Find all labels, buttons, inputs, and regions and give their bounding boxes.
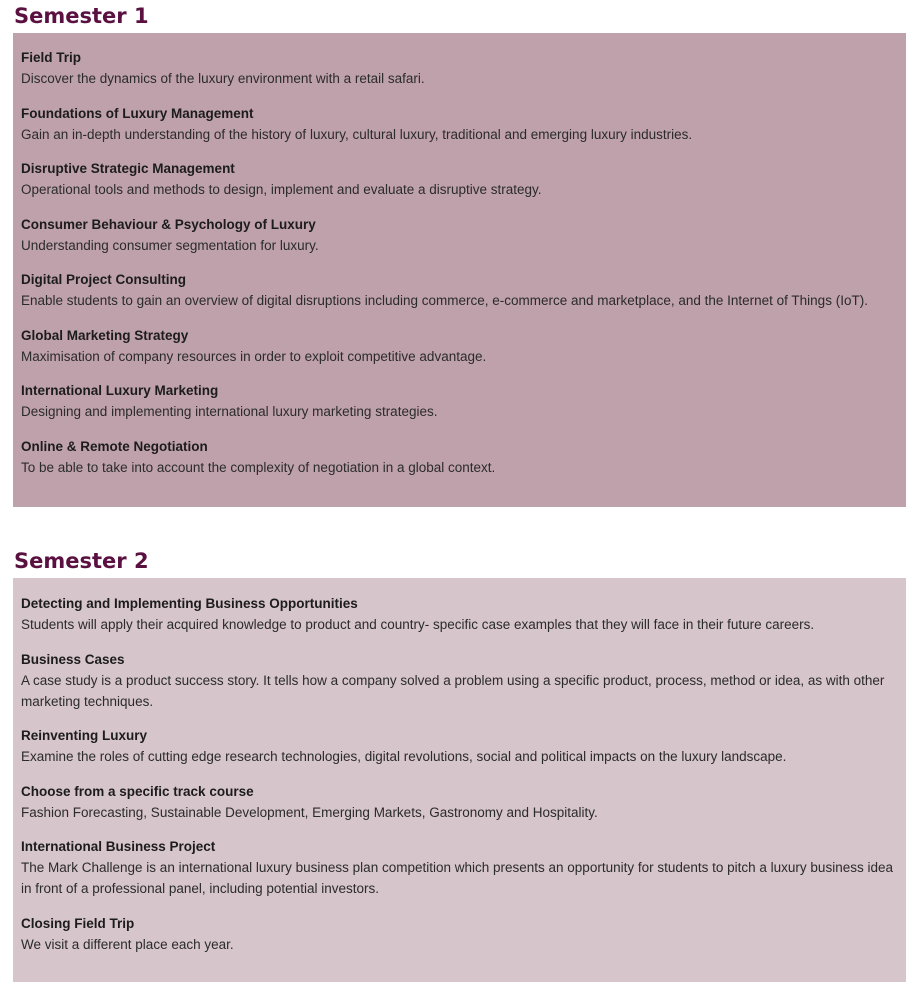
semester-1-course-panel xyxy=(13,33,906,507)
course-item xyxy=(21,725,898,767)
course-item xyxy=(21,436,898,478)
course-name: International Business Project xyxy=(21,839,216,854)
course-name: Choose from a specific track course xyxy=(21,783,254,799)
course-description: Examine the roles of cutting edge research technologies, digital revolutions, social and political impacts on the luxury landscape. xyxy=(21,749,787,764)
course-item xyxy=(21,380,898,422)
course-description: Students will apply their acquired knowledge to product and country- specific case examples that they will face in their future careers. xyxy=(21,617,815,632)
course-item xyxy=(21,325,898,367)
course-description: Maximisation of company resources in order to exploit competitive advantage. xyxy=(21,348,487,364)
course-name: Consumer Behaviour & Psychology of Luxury xyxy=(21,216,316,232)
course-item xyxy=(21,103,898,145)
course-item xyxy=(21,214,898,256)
course-item xyxy=(21,913,898,955)
course-description: Operational tools and methods to design, implement and evaluate a disruptive strategy. xyxy=(21,182,542,197)
course-name: Reinventing Luxury xyxy=(21,728,148,743)
course-description: A case study is a product success story. It tells how a company solved a problem using a specific product, process, method or idea, as with other marketing techniques. xyxy=(21,672,885,709)
semester-1-title: Semester 1 xyxy=(14,4,149,28)
course-name: Field Trip xyxy=(21,50,82,65)
course-name: Foundations of Luxury Management xyxy=(21,105,254,121)
semester-1-section xyxy=(13,0,906,507)
course-description: We visit a different place each year. xyxy=(21,936,234,952)
course-name: Detecting and Implementing Business Opportunities xyxy=(21,596,358,611)
course-name: Digital Project Consulting xyxy=(21,272,187,287)
course-name: Disruptive Strategic Management xyxy=(21,161,235,176)
course-description: Designing and implementing international luxury marketing strategies. xyxy=(21,404,438,419)
course-description: Gain an in-depth understanding of the history of luxury, cultural luxury, traditional and emerging luxury industries. xyxy=(21,126,693,142)
course-item xyxy=(21,47,898,89)
semester-2-title: Semester 2 xyxy=(14,549,149,573)
course-item xyxy=(21,781,898,823)
semester-2-section xyxy=(13,545,906,982)
course-name: Closing Field Trip xyxy=(21,915,135,931)
course-item xyxy=(21,649,898,712)
course-description: Discover the dynamics of the luxury environment with a retail safari. xyxy=(21,71,425,86)
course-description: To be able to take into account the complexity of negotiation in a global context. xyxy=(21,459,496,475)
course-item xyxy=(21,158,898,200)
course-name: Global Marketing Strategy xyxy=(21,327,189,343)
semester-2-course-panel xyxy=(13,578,906,982)
course-description: Fashion Forecasting, Sustainable Development, Emerging Markets, Gastronomy and Hospitality. xyxy=(21,804,598,820)
course-item xyxy=(21,593,898,635)
course-item xyxy=(21,269,898,311)
course-name: International Luxury Marketing xyxy=(21,383,219,398)
course-description: The Mark Challenge is an international luxury business plan competition which presents an opportunity for students to pitch a luxury business idea in front of a professional panel, including potential investors. xyxy=(21,860,893,896)
course-name: Business Cases xyxy=(21,651,125,667)
course-description: Enable students to gain an overview of digital disruptions including commerce, e-commerce and marketplace, and the Internet of Things (IoT). xyxy=(21,293,868,308)
course-name: Online & Remote Negotiation xyxy=(21,438,208,454)
course-description: Understanding consumer segmentation for luxury. xyxy=(21,237,319,253)
course-item xyxy=(21,836,898,899)
